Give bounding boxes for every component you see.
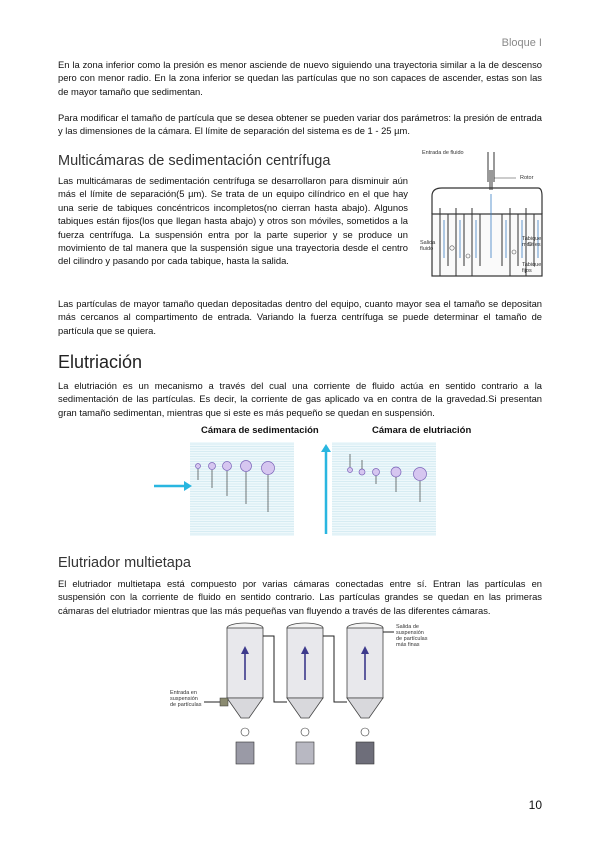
column-3 bbox=[347, 623, 383, 764]
column-1 bbox=[227, 623, 263, 764]
elutriacion-title: Elutriación bbox=[58, 352, 143, 372]
title-camara-elutriacion: Cámara de elutriación bbox=[372, 425, 472, 436]
intro-paragraph-1: En la zona inferior como la presión es menor asciende de nuevo siguiendo una trayectoria similar a la de descenso pero con menor radio. En la zona inferior se quedan las partículas que no son capaces de ascender, estas son las de mayor tamaño que sedimentan. bbox=[58, 59, 542, 97]
multicamaras-title: Multicámaras de sedimentación centrífuga bbox=[58, 153, 331, 169]
multietapa-paragraph: El elutriador multietapa está compuesto por varias cámaras conectadas entre sí. Entran las partículas en suspensión con la corriente de fluido en sentido contrario. Las partículas grandes se quedan en las primeras cámaras del elutriador mientras que las más pequeñas van fluyendo a través de las diferentes cámaras. bbox=[58, 578, 542, 616]
label-salida-fluido: Salida fluido bbox=[420, 240, 436, 252]
label-entrada-suspension: Entrada en suspensión de partículas bbox=[170, 690, 202, 708]
multietapa-title: Elutriador multietapa bbox=[58, 555, 191, 571]
label-tabique-fijos: Tabique fijos bbox=[522, 262, 542, 274]
elutriation-diagram bbox=[148, 438, 448, 538]
multicamaras-paragraph-1: Las multicámaras de sedimentación centrífuga se desarrollaron para disminuir aún más el límite de separación(5 µm). Se trata de un equipo cilíndrico en el que hay una serie de tabiques concéntricos incompletos(no cierran hasta abajo). Algunos tabiques están fijos(los que llegan hasta abajo) y otros son móviles, sometidos a la fuerza centrífuga. La suspensión entra por la parte superior y se produce un movimiento de tal manera que la suspensión sigue una trayectoria desde el centro del cilindro y pasando por cada tabique, hasta la salida. bbox=[58, 175, 408, 267]
upflow-arrow-head bbox=[321, 444, 331, 452]
label-salida-suspension: Salida de suspensión de partículas más finas bbox=[396, 624, 428, 648]
multicamaras-paragraph-2: Las partículas de mayor tamaño quedan depositadas dentro del equipo, cuanto mayor sea el tamaño se depositan más cercanos al compartimento de entrada. Variando la fuerza centrífuga se puede determinar el tamaño de partícula que se quiera. bbox=[58, 298, 542, 336]
page-number: 10 bbox=[528, 798, 542, 812]
title-camara-sedimentacion: Cámara de sedimentación bbox=[201, 425, 319, 436]
elutriacion-figure bbox=[148, 438, 448, 538]
elutriacion-paragraph: La elutriación es un mecanismo a través del cual una corriente de fluido actúa en sentido contrario a la sedimentación de las partículas. Es decir, la corriente de gas aplicado va en contra de la gravedad.Si presentan gran tamaño sedimentan, mientras que si este es más pequeño se quedan en suspensión. bbox=[58, 380, 542, 418]
multietapa-figure bbox=[170, 616, 440, 782]
label-rotor: Rotor bbox=[520, 175, 534, 181]
rotor-shaft bbox=[489, 170, 493, 190]
intro-paragraph-2: Para modificar el tamaño de partícula que se desea obtener se pueden variar dos parámetros: la presión de entrada y las dimensiones de la cámara. El límite de separación del sistema es de 1 - 25 µm. bbox=[58, 112, 542, 137]
label-entrada-fluido: Entrada de fluido bbox=[422, 150, 464, 156]
inlet-valve bbox=[220, 698, 228, 706]
section-label: Bloque I bbox=[501, 37, 542, 49]
column-2 bbox=[287, 623, 323, 764]
label-tabique-moviles: Tabique móviles bbox=[522, 236, 542, 248]
multicamaras-figure bbox=[418, 148, 546, 288]
